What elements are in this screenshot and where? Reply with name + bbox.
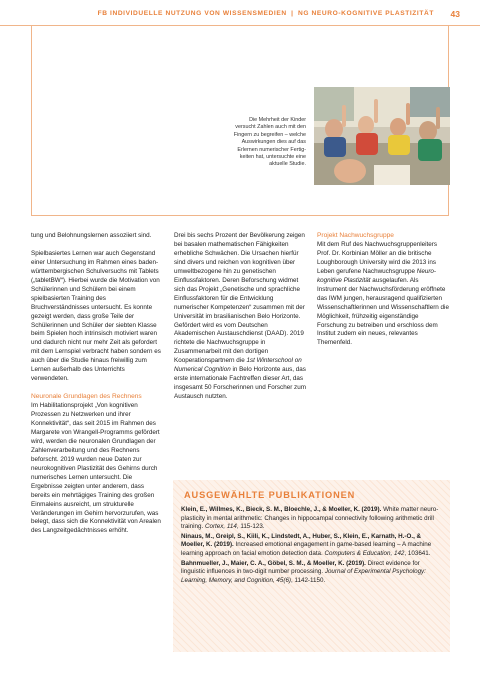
page-number: 43 <box>450 9 460 19</box>
classroom-photo <box>314 87 450 185</box>
publication-journal: Cortex, 114 <box>204 523 237 531</box>
caption-line: Die Mehrheit der Kinder <box>249 117 306 123</box>
publication-journal: Computers & Education, 142 <box>324 549 405 557</box>
figure-caption <box>208 117 306 169</box>
subheading: Projekt Nachwuchsgruppe <box>317 232 394 239</box>
running-head-separator: | <box>291 10 294 17</box>
caption-line: versucht Zahlen auch mit den <box>235 124 306 131</box>
running-head <box>98 10 434 17</box>
publication-title: Direct evidence for linguistic influences in two-digit number processing. <box>181 559 420 576</box>
publication-pages: , 1142-1150. <box>291 576 326 584</box>
emphasis-text: 1st Winterschool on Numerical Cognition <box>174 357 302 374</box>
paragraph-text: Mit dem Ruf des Nachwuchsgruppenleiters Prof. Dr. Korbinian Möller an die britische Loughborough University wird die 2013 ins Leben gerufene Nachwuchsgruppe <box>317 240 438 275</box>
publication-pages: , 115-123. <box>236 523 265 531</box>
publications-title: AUSGEWÄHLTE PUBLIKATIONEN <box>184 490 356 500</box>
caption-line: keiten hat, untersuchte eine <box>239 154 306 161</box>
running-head-section: FB INDIVIDUELLE NUTZUNG VON WISSENSMEDIEN <box>97 10 287 17</box>
caption-line: Erlernen numerischer Fertig- <box>237 146 306 153</box>
publication-authors: Klein, E., Willmes, K., Bieck, S. M., Bloechle, J., & Moeller, K. (2019). <box>181 506 382 513</box>
publication-authors: Ninaus, M., Greipl, S., Kiili, K., Lindstedt, A., Huber, S., Klein, E., Karnath, H.-O., & Moeller, K. (2019). <box>181 532 422 549</box>
publications-list <box>181 506 445 586</box>
publication-journal: Journal of Experimental Psychology: Learning, Memory, and Cognition, 45(6) <box>181 568 426 584</box>
publication-pages: , 103641. <box>404 549 431 557</box>
paragraph: Spielbasiertes Lernen war auch Gegenstand einer Untersuchung im Rahmen eines baden-württembergischen Schulversuchs mit Tablets („tabletBW“). Hierbei wurde die Motivation von Schülerinnen und Schülern bei einem spielbasierten Training des Bruchverständnisses untersucht. Es konnte gezeigt werden, dass große Teile der Schülerinnen und Schüler der siebten Klasse beim Spielen hoch intrinsisch motiviert waren und dadurch nicht nur mehr Zeit als gefordert mit dem Lernspiel verbracht haben sondern es auch über die Studie hinaus freiwillig zum Lernen außerhalb des Unterrichts verwendeten. <box>31 249 161 383</box>
paragraph: Im Habilitationsprojekt „Von kognitiven Prozessen zu Netzwerken und ihrer Konnektivität“, das seit 2015 im Rahmen des Margarete von Wrangell-Programms gefördert wird, werden die neuronalen Grundlagen der Zahlenverarbeitung und des Rechnens beforscht. 2019 wurden neue Daten zur neurokognitiven Plastizität des Gehirns durch numerisches Lernen untersucht. Die Ergebnisse zeigten unter anderem, dass bereits ein mehrtägiges Training des großen Einmaleins ausreicht, um strukturelle Veränderungen im Gehirn hervorzurufen, was belegt, dass sich die Konnektivität von Arealen des Langzeitgedächtnisses erhöht. <box>31 402 161 535</box>
caption-line: Auswirkungen dies auf das <box>241 139 306 146</box>
publication-authors: Bahnmueller, J., Maier, C. A., Göbel, S. M., & Moeller, K. (2019). <box>181 559 366 567</box>
paragraph: tung und Belohnungslernen assoziiert sind. <box>31 232 152 239</box>
subheading: Neuronale Grundlagen des Rechnens <box>31 393 142 401</box>
text-column-middle <box>174 232 306 402</box>
caption-line: Fingern zu begreifen – welche <box>233 131 306 138</box>
paragraph <box>174 232 306 402</box>
paragraph <box>317 241 449 348</box>
text-column-left <box>31 232 161 536</box>
publication-entry <box>181 533 445 559</box>
paragraph-text: ausgelaufen. Als Instrument der Nachwuchsförderung eröffnete das IWM jungen, herausragend qualifizierten Wissenschaftlerinnen und Wissenschaftlern die Möglichkeit, frühzeitig eigenständige Forschung zu betreiben und erschloss dem Institut zudem ein neues, relevantes Themenfeld. <box>317 276 449 347</box>
publication-title: White matter neuro-plasticity in mental arithmetic: Changes in hippocampal connectivity following arithmetic drill training. <box>181 506 439 531</box>
publication-entry <box>181 560 445 586</box>
text-column-right <box>317 232 449 348</box>
running-header <box>0 0 480 26</box>
caption-line: aktuelle Studie. <box>269 161 306 168</box>
publication-title: Increased emotional engagement in game-based learning – A machine learning approach on facial emotion detection data. <box>181 541 432 557</box>
publication-entry <box>181 506 445 532</box>
running-head-topic: NG NEURO-KOGNITIVE PLASTIZITÄT <box>298 10 434 17</box>
paragraph-text: Drei bis sechs Prozent der Bevölkerung zeigen bei basalen mathematischen Fähigkeiten erhebliche Schwächen. Die Ursachen hierfür sind divers und reichen von kognitiven über umweltbezogene hin zu genetischen Einflussfaktoren. Deren Beforschung widmet sich das Projekt „Genetische und sprachliche Einflussfaktoren für die Entwicklung numerischer Kompetenzen“ zusammen mit der Universität im brasilianischen Belo Horizonte. Gefördert wird es vom Deutschen Akademischen Austauschdienst (DAAD). 2019 richtete die Nachwuchsgruppe in Zusammenarbeit mit den dortigen Kooperationspartnern die <box>174 232 305 365</box>
paragraph-text: in Belo Horizonte aus, das erste internationale Fachtreffen dieser Art, das insgesamt 50 Forscherinnen und Forscher zum Austausch nutzten. <box>174 366 306 401</box>
publications-box <box>173 480 450 652</box>
emphasis-text: Neuro-kognitive Plastizität <box>317 267 437 284</box>
